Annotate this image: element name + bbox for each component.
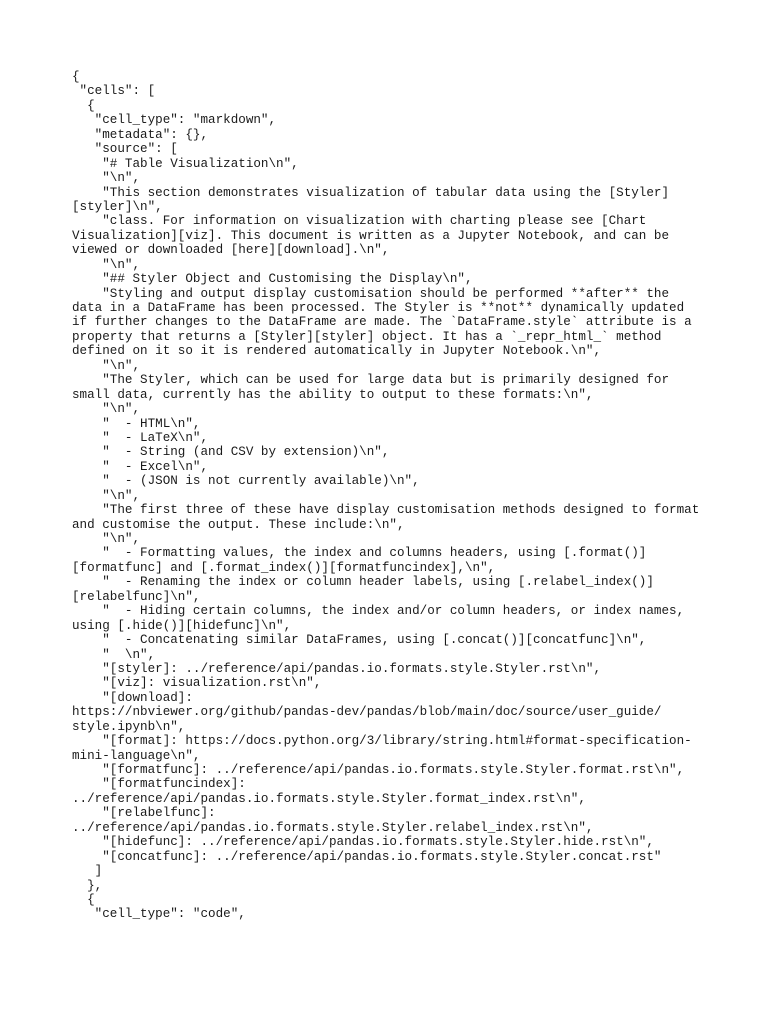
text-line: "[relabelfunc]: [72, 806, 216, 821]
text-line: "The Styler, which can be used for large data but is primarily designed for [72, 373, 670, 388]
text-line: property that returns a [Styler][styler] object. It has a `_repr_html_` method [72, 329, 662, 344]
text-line: "\n", [72, 358, 141, 373]
text-line: defined on it so it is rendered automatically in Jupyter Notebook.\n", [72, 344, 602, 359]
text-line: ../reference/api/pandas.io.formats.style.Styler.format_index.rst\n", [72, 791, 586, 806]
text-line: " - Renaming the index or column header labels, using [.relabel_index()] [72, 575, 654, 590]
text-line: "\n", [72, 532, 141, 546]
text-line: " - String (and CSV by extension)\n", [72, 445, 390, 460]
text-line: "[styler]: ../reference/api/pandas.io.formats.style.Styler.rst\n", [72, 661, 602, 676]
text-line: "Styling and output display customisation should be performed **after** the [72, 286, 670, 301]
text-line: "cell_type": "code", [72, 907, 246, 922]
text-line: data in a DataFrame has been processed. The Styler is **not** dynamically updated [72, 301, 685, 315]
text-line: https://nbviewer.org/github/pandas-dev/pandas/blob/main/doc/source/user_guide/ [72, 705, 662, 720]
text-line: " - LaTeX\n", [72, 430, 209, 445]
text-line: [relabelfunc]\n", [72, 589, 201, 604]
text-line: and customise the output. These include:\n", [72, 517, 405, 532]
text-line: "[hidefunc]: ../reference/api/pandas.io.formats.style.Styler.hide.rst\n", [72, 835, 654, 850]
text-line: "[concatfunc]: ../reference/api/pandas.io.formats.style.Styler.concat.rst" [72, 849, 662, 864]
text-line: "[viz]: visualization.rst\n", [72, 676, 322, 691]
text-line: "The first three of these have display customisation methods designed to format [72, 503, 700, 518]
text-line: " - Formatting values, the index and columns headers, using [.format()] [72, 546, 647, 561]
text-line: { [72, 70, 80, 84]
text-line: }, [72, 878, 103, 893]
text-line: "cells": [ [72, 84, 156, 99]
text-line: "This section demonstrates visualization of tabular data using the [Styler] [72, 185, 670, 200]
text-line: [formatfunc] and [.format_index()][formatfuncindex],\n", [72, 560, 496, 575]
text-line: ../reference/api/pandas.io.formats.style.Styler.relabel_index.rst\n", [72, 820, 594, 835]
text-line: "# Table Visualization\n", [72, 156, 299, 171]
text-line: [styler]\n", [72, 199, 163, 214]
text-line: " \n", [72, 647, 156, 662]
text-line: "\n", [72, 171, 141, 186]
text-line: "\n", [72, 257, 141, 272]
text-line: "[formatfunc]: ../reference/api/pandas.io.formats.style.Styler.format.rst\n", [72, 763, 685, 777]
notebook-json-text [72, 70, 712, 922]
text-line: using [.hide()][hidefunc]\n", [72, 618, 292, 633]
text-line: "\n", [72, 488, 141, 503]
text-line: " - HTML\n", [72, 416, 201, 431]
text-line: "source": [ [72, 142, 178, 157]
text-line: viewed or downloaded [here][download].\n", [72, 243, 390, 258]
text-line: "metadata": {}, [72, 127, 209, 142]
text-line: "cell_type": "markdown", [72, 113, 277, 128]
text-line: "[format]: https://docs.python.org/3/library/string.html#format-specification- [72, 734, 692, 749]
text-line: if further changes to the DataFrame are made. The `DataFrame.style` attribute is a [72, 315, 692, 330]
text-line: " - Concatenating similar DataFrames, using [.concat()][concatfunc]\n", [72, 633, 647, 648]
text-line: small data, currently has the ability to output to these formats:\n", [72, 387, 594, 402]
text-line: "## Styler Object and Customising the Display\n", [72, 272, 473, 287]
text-line: ] [72, 864, 103, 879]
text-line: " - Excel\n", [72, 459, 209, 474]
text-line: " - (JSON is not currently available)\n", [72, 474, 420, 489]
text-line: "[formatfuncindex]: [72, 777, 246, 792]
text-line: mini-language\n", [72, 748, 201, 763]
text-line: " - Hiding certain columns, the index and/or column headers, or index names, [72, 604, 685, 619]
text-line: Visualization][viz]. This document is written as a Jupyter Notebook, and can be [72, 228, 670, 243]
text-line: "class. For information on visualization with charting please see [Chart [72, 214, 647, 229]
text-line: "\n", [72, 402, 141, 417]
text-line: { [72, 98, 95, 113]
text-line: style.ipynb\n", [72, 719, 186, 734]
text-line: { [72, 892, 95, 907]
text-line: "[download]: [72, 690, 193, 705]
